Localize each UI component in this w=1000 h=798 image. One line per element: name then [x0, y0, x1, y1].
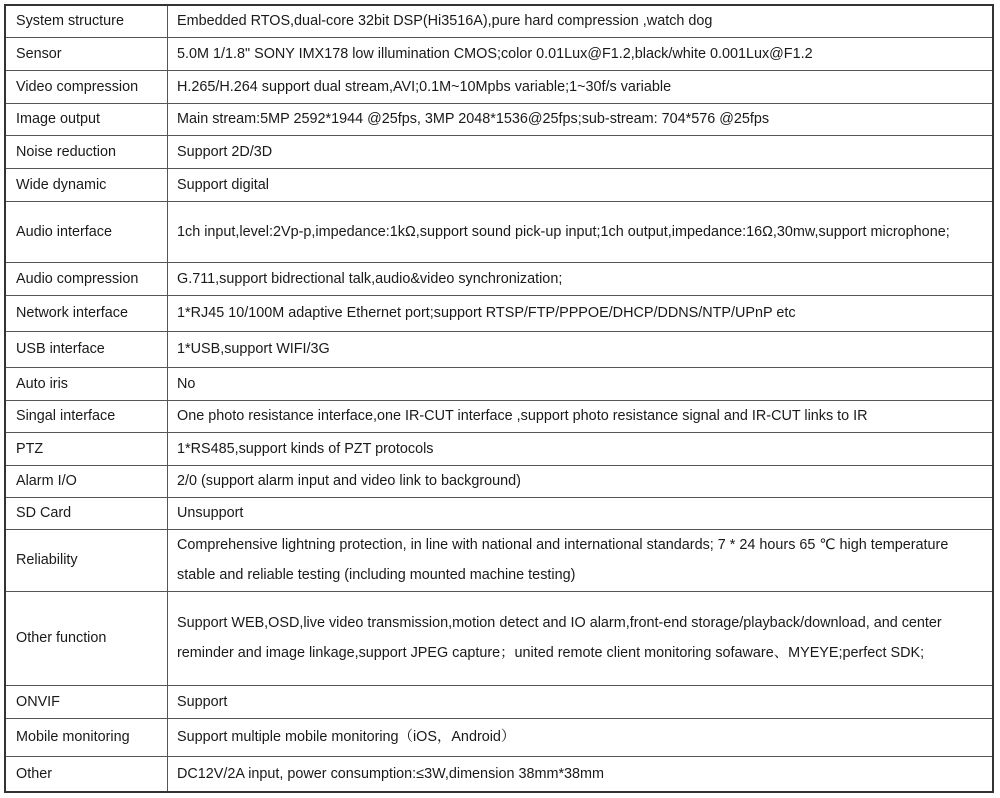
spec-value: Support: [168, 685, 994, 718]
spec-table: [4, 4, 994, 793]
spec-label: PTZ: [5, 432, 168, 465]
spec-row: [5, 718, 993, 756]
spec-value: 1*RS485,support kinds of PZT protocols: [168, 432, 994, 465]
spec-label: Video compression: [5, 70, 168, 103]
spec-row: [5, 201, 993, 262]
spec-label: Wide dynamic: [5, 168, 168, 201]
spec-row: [5, 70, 993, 103]
spec-value: 5.0M 1/1.8" SONY IMX178 low illumination CMOS;color 0.01Lux@F1.2,black/white 0.001Lux@F1.2: [168, 37, 994, 70]
spec-label: Other function: [5, 591, 168, 685]
spec-label: SD Card: [5, 497, 168, 529]
spec-row: [5, 497, 993, 529]
spec-label: Audio compression: [5, 262, 168, 295]
spec-label: Reliability: [5, 529, 168, 591]
spec-row: [5, 591, 993, 685]
spec-row: [5, 756, 993, 792]
spec-label: Mobile monitoring: [5, 718, 168, 756]
spec-value: G.711,support bidrectional talk,audio&video synchronization;: [168, 262, 994, 295]
spec-value: No: [168, 367, 994, 400]
spec-value: Support digital: [168, 168, 994, 201]
spec-value: 1ch input,level:2Vp-p,impedance:1kΩ,support sound pick-up input;1ch output,impedance:16Ω,30mw,support microphone;: [168, 201, 994, 262]
spec-row: [5, 367, 993, 400]
spec-row: [5, 295, 993, 331]
spec-row: [5, 168, 993, 201]
spec-row: [5, 465, 993, 497]
spec-row: [5, 529, 993, 591]
spec-label: System structure: [5, 5, 168, 37]
spec-label: ONVIF: [5, 685, 168, 718]
spec-label: Other: [5, 756, 168, 792]
spec-value: 1*USB,support WIFI/3G: [168, 331, 994, 367]
spec-value: H.265/H.264 support dual stream,AVI;0.1M~10Mpbs variable;1~30f/s variable: [168, 70, 994, 103]
spec-value: Support 2D/3D: [168, 135, 994, 168]
spec-label: Audio interface: [5, 201, 168, 262]
spec-value: One photo resistance interface,one IR-CUT interface ,support photo resistance signal and IR-CUT links to IR: [168, 400, 994, 432]
spec-label: Auto iris: [5, 367, 168, 400]
spec-label: Sensor: [5, 37, 168, 70]
spec-value: Main stream:5MP 2592*1944 @25fps, 3MP 2048*1536@25fps;sub-stream: 704*576 @25fps: [168, 103, 994, 135]
spec-value: 1*RJ45 10/100M adaptive Ethernet port;support RTSP/FTP/PPPOE/DHCP/DDNS/NTP/UPnP etc: [168, 295, 994, 331]
spec-row: [5, 331, 993, 367]
spec-value: Embedded RTOS,dual-core 32bit DSP(Hi3516A),pure hard compression ,watch dog: [168, 5, 994, 37]
spec-label: Singal interface: [5, 400, 168, 432]
spec-row: [5, 262, 993, 295]
spec-row: [5, 432, 993, 465]
spec-row: [5, 400, 993, 432]
spec-row: [5, 685, 993, 718]
spec-value: 2/0 (support alarm input and video link to background): [168, 465, 994, 497]
spec-row: [5, 37, 993, 70]
spec-row: [5, 5, 993, 37]
spec-row: [5, 103, 993, 135]
spec-row: [5, 135, 993, 168]
spec-label: Noise reduction: [5, 135, 168, 168]
spec-value: Unsupport: [168, 497, 994, 529]
spec-label: USB interface: [5, 331, 168, 367]
spec-value: Comprehensive lightning protection, in line with national and international standards; 7 * 24 hours 65 ℃ high temperature stable and reliable testing (including mounted machine testing): [168, 529, 994, 591]
spec-label: Image output: [5, 103, 168, 135]
spec-value: Support multiple mobile monitoring（iOS，Android）: [168, 718, 994, 756]
spec-label: Alarm I/O: [5, 465, 168, 497]
spec-value: Support WEB,OSD,live video transmission,motion detect and IO alarm,front-end storage/playback/download, and center reminder and image linkage,support JPEG capture；united remote client monitoring sofaware、MYEYE;perfect SDK;: [168, 591, 994, 685]
spec-value: DC12V/2A input, power consumption:≤3W,dimension 38mm*38mm: [168, 756, 994, 792]
spec-label: Network interface: [5, 295, 168, 331]
